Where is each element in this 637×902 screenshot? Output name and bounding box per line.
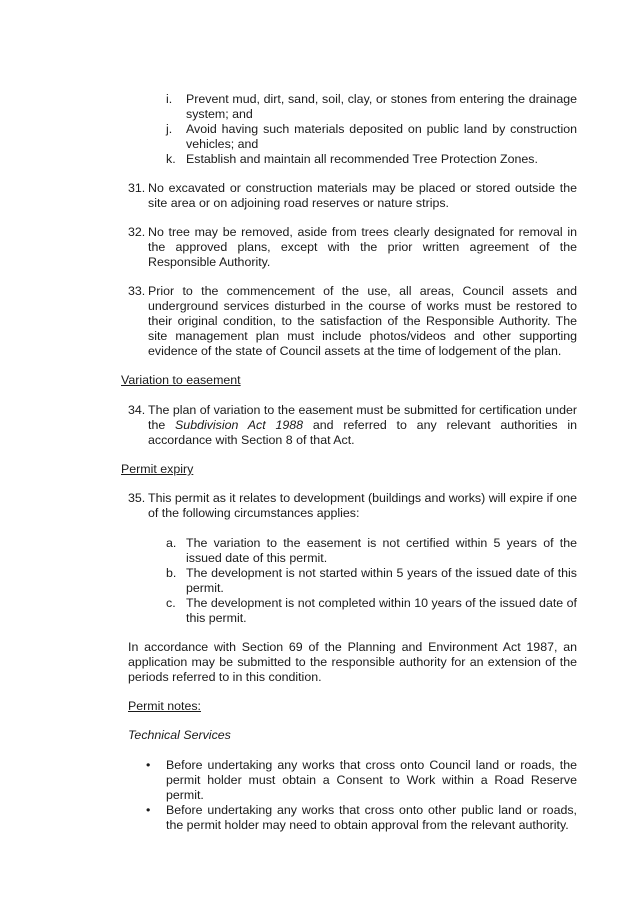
notes-bullet-1 bbox=[146, 758, 577, 803]
notes-subheading: Technical Services bbox=[128, 728, 231, 742]
condition-31 bbox=[128, 181, 577, 211]
condition-34 bbox=[128, 403, 577, 448]
text-segment: The plan of variation to the easement must be submitted for certification under the bbox=[148, 403, 577, 432]
list-text: Prevent mud, dirt, sand, soil, clay, or stones from entering the drainage system; and bbox=[186, 92, 577, 121]
section-heading-notes: Permit notes: bbox=[128, 699, 201, 713]
section-heading-variation: Variation to easement bbox=[121, 373, 241, 387]
expiry-item-a bbox=[166, 536, 577, 566]
list-marker: k. bbox=[166, 152, 176, 166]
expiry-item-b bbox=[166, 566, 577, 596]
condition-text: No excavated or construction materials may be placed or stored outside the site area or on adjoining road reserves or nature strips. bbox=[148, 181, 577, 210]
list-text: The development is not completed within 10 years of the issued date of this permit. bbox=[186, 596, 577, 625]
list-text: Avoid having such materials deposited on public land by construction vehicles; and bbox=[186, 122, 577, 151]
list-item-j bbox=[166, 122, 577, 152]
bullet-text: Before undertaking any works that cross onto other public land or roads, the permit holder may need to obtain approval from the relevant authority. bbox=[166, 803, 577, 832]
condition-number: 35. bbox=[128, 491, 146, 505]
act-name: Subdivision Act 1988 bbox=[175, 418, 304, 432]
condition-text bbox=[148, 403, 577, 448]
list-text: Establish and maintain all recommended Tree Protection Zones. bbox=[186, 152, 538, 166]
condition-text: No tree may be removed, aside from trees clearly designated for removal in the approved plans, except with the prior written agreement of the Responsible Authority. bbox=[148, 225, 577, 269]
list-item-i bbox=[166, 92, 577, 122]
condition-number: 31. bbox=[128, 181, 146, 195]
notes-bullet-2 bbox=[146, 803, 577, 833]
bullet-marker: • bbox=[146, 803, 151, 817]
condition-number: 33. bbox=[128, 284, 146, 298]
list-item-k bbox=[166, 152, 577, 167]
list-marker: j. bbox=[166, 122, 173, 136]
condition-number: 32. bbox=[128, 225, 146, 239]
condition-text: This permit as it relates to development (buildings and works) will expire if one of the following circumstances applies: bbox=[148, 491, 577, 520]
list-text: The development is not started within 5 years of the issued date of this permit. bbox=[186, 566, 577, 595]
list-marker: b. bbox=[166, 566, 177, 580]
text-segment: and referred to any relevant authorities in accordance with Section 8 of that Act. bbox=[148, 418, 577, 447]
bullet-text: Before undertaking any works that cross onto Council land or roads, the permit holder must obtain a Consent to Work within a Road Reserve permit. bbox=[166, 758, 577, 802]
list-marker: a. bbox=[166, 536, 177, 550]
section-heading-expiry: Permit expiry bbox=[121, 462, 194, 476]
list-marker: i. bbox=[166, 92, 173, 106]
expiry-item-c bbox=[166, 596, 577, 626]
bullet-marker: • bbox=[146, 758, 151, 772]
list-marker: c. bbox=[166, 596, 176, 610]
condition-32 bbox=[128, 225, 577, 270]
condition-number: 34. bbox=[128, 403, 146, 417]
condition-35 bbox=[128, 491, 577, 521]
condition-text: Prior to the commencement of the use, all areas, Council assets and underground services disturbed in the course of works must be restored to their original condition, to the satisfaction of the Responsible Authority. The site management plan must include photos/videos and other supporting evidence of the state of Council assets at the time of lodgement of the plan. bbox=[148, 284, 577, 358]
extension-paragraph: In accordance with Section 69 of the Planning and Environment Act 1987, an application may be submitted to the responsible authority for an extension of the periods referred to in this condition. bbox=[128, 640, 577, 684]
list-text: The variation to the easement is not certified within 5 years of the issued date of this permit. bbox=[186, 536, 577, 565]
condition-33 bbox=[128, 284, 577, 359]
